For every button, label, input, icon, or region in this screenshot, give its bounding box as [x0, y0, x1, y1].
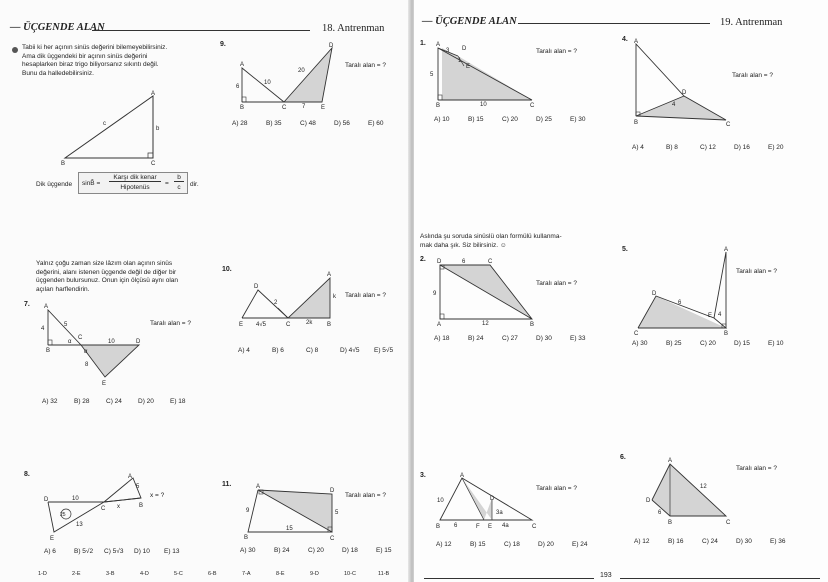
choice-c[interactable]: C) 24: [702, 538, 718, 545]
formula-prefix: Dik üçgende: [36, 181, 73, 188]
problem-6-question: Taralı alan = ?: [736, 465, 778, 472]
svg-text:C: C: [330, 536, 335, 542]
problem-2-number: 2.: [420, 256, 426, 263]
choice-e[interactable]: E) 13: [164, 548, 180, 555]
problem-8-choices: [44, 548, 194, 555]
choice-c[interactable]: C) 24: [106, 398, 122, 405]
choice-b[interactable]: B) 8: [666, 144, 678, 151]
problem-9-choices: [232, 120, 402, 127]
choice-a[interactable]: A) 12: [634, 538, 650, 545]
right-header-number: 19. Antrenman: [720, 17, 783, 28]
choice-a[interactable]: A) 30: [240, 547, 256, 554]
svg-text:E: E: [50, 536, 55, 542]
svg-text:C: C: [286, 322, 291, 328]
answer-item: 2-E: [72, 571, 81, 577]
answer-item: 5-C: [174, 571, 183, 577]
choice-d[interactable]: D) 15: [734, 340, 750, 347]
answer-item: 10-C: [344, 571, 356, 577]
choice-b[interactable]: B) 25: [666, 340, 682, 347]
problem-9-number: 9.: [220, 41, 226, 48]
right-page: [414, 0, 828, 582]
problem-4-choices: [632, 144, 802, 151]
footer-rule-right: [620, 578, 820, 579]
svg-text:10: 10: [437, 498, 444, 504]
sine-formula-box: [78, 172, 188, 194]
svg-text:A: A: [460, 473, 465, 479]
problem-2-choices: [434, 335, 604, 342]
left-header-number: 18. Antrenman: [322, 23, 385, 34]
problem-10-diagram: [234, 268, 342, 332]
svg-text:D: D: [329, 43, 334, 49]
choice-a[interactable]: A) 6: [44, 548, 56, 555]
footer-rule-left: [424, 578, 594, 579]
svg-text:C: C: [634, 331, 639, 336]
choice-a[interactable]: A) 10: [434, 116, 450, 123]
svg-text:A: A: [724, 247, 729, 253]
choice-e[interactable]: E) 18: [170, 398, 186, 405]
svg-text:A: A: [634, 39, 639, 45]
svg-text:5: 5: [430, 72, 434, 78]
problem-3-number: 3.: [420, 472, 426, 479]
choice-b[interactable]: B) 24: [274, 547, 290, 554]
choice-a[interactable]: A) 28: [232, 120, 248, 127]
problem-3-question: Taralı alan = ?: [536, 485, 578, 492]
problem-4-number: 4.: [622, 36, 628, 43]
choice-d[interactable]: D) 18: [342, 547, 358, 554]
svg-text:12: 12: [482, 321, 489, 327]
svg-text:b: b: [156, 126, 160, 132]
svg-text:10: 10: [72, 496, 79, 502]
choice-d[interactable]: D) 25: [536, 116, 552, 123]
problem-11-question: Taralı alan = ?: [345, 492, 387, 499]
problem-6-number: 6.: [620, 454, 626, 461]
svg-text:10: 10: [480, 102, 487, 108]
svg-text:B: B: [530, 322, 535, 327]
problem-6-diagram: [628, 454, 738, 530]
svg-text:6: 6: [462, 259, 466, 265]
choice-a[interactable]: A) 32: [42, 398, 58, 405]
formula-equals: =: [165, 180, 169, 187]
svg-text:α: α: [68, 339, 72, 345]
svg-text:D: D: [136, 339, 141, 345]
svg-text:25: 25: [60, 512, 66, 518]
problem-11-diagram: [236, 480, 346, 542]
problem-2-question: Taralı alan = ?: [536, 280, 578, 287]
svg-text:B: B: [240, 105, 245, 110]
choice-b[interactable]: B) 6: [272, 347, 284, 354]
formula-numerator: Karşı dik kenar: [109, 174, 161, 182]
svg-text:3: 3: [446, 48, 450, 54]
problem-10-choices: [238, 347, 408, 354]
svg-text:6: 6: [678, 300, 682, 306]
svg-text:6: 6: [658, 510, 662, 516]
choice-c[interactable]: C) 5√3: [104, 548, 124, 555]
answer-item: 1-D: [38, 571, 47, 577]
problem-5-question: Taralı alan = ?: [736, 268, 778, 275]
problem-8-number: 8.: [24, 471, 30, 478]
svg-text:5: 5: [136, 484, 140, 490]
svg-text:B: B: [436, 103, 441, 108]
svg-text:C: C: [282, 105, 287, 110]
svg-text:C: C: [532, 524, 537, 530]
problem-10-number: 10.: [222, 266, 232, 273]
svg-text:B: B: [327, 322, 332, 328]
formula-rnum: b: [174, 174, 184, 182]
choice-c[interactable]: C) 27: [502, 335, 518, 342]
problem-2-diagram: [432, 255, 542, 327]
choice-d[interactable]: D) 30: [736, 538, 752, 545]
choice-e[interactable]: E) 36: [770, 538, 786, 545]
choice-e[interactable]: E) 5√5: [374, 347, 394, 354]
answer-item: 4-D: [140, 571, 149, 577]
svg-text:C: C: [726, 520, 731, 526]
problem-9-diagram: [232, 40, 340, 110]
right-header-title: — ÜÇGENDE ALAN: [422, 16, 517, 27]
svg-text:1: 1: [458, 58, 462, 64]
svg-text:3a: 3a: [496, 510, 503, 516]
choice-b[interactable]: B) 5√2: [74, 548, 94, 555]
svg-text:B: B: [61, 161, 66, 167]
problem-5-diagram: [628, 244, 738, 336]
problem-1-choices: [434, 116, 604, 123]
problem-9-question: Taralı alan = ?: [345, 62, 387, 69]
svg-text:10: 10: [264, 80, 271, 86]
choice-a[interactable]: A) 30: [632, 340, 648, 347]
choice-a[interactable]: A) 18: [434, 335, 450, 342]
svg-text:E: E: [239, 322, 244, 328]
problem-7-number: 7.: [24, 301, 30, 308]
problem-1-question: Taralı alan = ?: [536, 48, 578, 55]
svg-text:15: 15: [286, 526, 293, 532]
answer-item: 7-A: [242, 571, 251, 577]
problem-3-diagram: [432, 470, 544, 532]
choice-c[interactable]: C) 20: [308, 547, 324, 554]
svg-text:B: B: [244, 535, 249, 541]
svg-text:D: D: [254, 284, 259, 290]
answer-item: 8-E: [276, 571, 285, 577]
note-text: Aslında şu soruda sinüslü olan formülü kullanma- mak daha şık. Siz bilirsiniz. ☺: [420, 233, 562, 249]
svg-text:α: α: [84, 349, 88, 355]
left-header-rule: [92, 30, 310, 31]
svg-text:k: k: [333, 294, 336, 300]
svg-text:2: 2: [274, 300, 278, 306]
svg-text:7: 7: [302, 104, 306, 110]
svg-text:x: x: [117, 504, 120, 510]
svg-text:A: A: [128, 474, 133, 480]
problem-5-choices: [632, 340, 802, 347]
intro2-text: Yalnız çoğu zaman size lâzım olan açının sinüs değerini, alanı istenen üçgende değil de diğer bir üçgenden bulursunuz. Onun için ölçüsü aynı olan açıları harflendirin.: [36, 260, 179, 293]
svg-text:D: D: [462, 46, 467, 52]
problem-4-diagram: [626, 36, 746, 128]
formula-suffix: dir.: [190, 181, 199, 188]
svg-text:c: c: [103, 121, 106, 127]
svg-text:A: A: [151, 91, 156, 97]
choice-d[interactable]: D) 16: [734, 144, 750, 151]
choice-e[interactable]: E) 24: [572, 541, 588, 548]
problem-11-number: 11.: [222, 481, 232, 488]
svg-text:9: 9: [433, 291, 437, 297]
problem-3-choices: [436, 541, 606, 548]
left-header-title: — ÜÇGENDE ALAN: [10, 22, 105, 33]
choice-b[interactable]: B) 28: [74, 398, 90, 405]
svg-text:10: 10: [108, 339, 115, 345]
choice-e[interactable]: E) 15: [376, 547, 392, 554]
choice-d[interactable]: D) 56: [334, 120, 350, 127]
problem-7-choices: [42, 398, 202, 405]
choice-c[interactable]: C) 12: [700, 144, 716, 151]
problem-7-question: Taralı alan = ?: [150, 320, 192, 327]
answer-key: [38, 571, 402, 577]
svg-text:E: E: [708, 313, 713, 319]
svg-text:B: B: [634, 120, 639, 126]
svg-text:C: C: [488, 259, 493, 265]
svg-text:D: D: [490, 496, 495, 502]
svg-text:E: E: [321, 105, 326, 110]
problem-8-question: x = ?: [150, 492, 165, 499]
svg-text:C: C: [530, 103, 535, 108]
svg-text:A: A: [436, 42, 441, 48]
svg-text:5: 5: [335, 510, 339, 516]
choice-e[interactable]: E) 20: [768, 144, 784, 151]
svg-text:A: A: [44, 304, 49, 310]
choice-d[interactable]: D) 20: [538, 541, 554, 548]
svg-text:20: 20: [298, 68, 305, 74]
svg-text:B: B: [668, 520, 673, 526]
formula-lhs: sinB̂ =: [82, 180, 101, 187]
svg-text:4: 4: [41, 326, 45, 332]
svg-text:9: 9: [246, 508, 250, 514]
answer-item: 6-B: [208, 571, 217, 577]
answer-item: 11-B: [378, 571, 390, 577]
svg-text:A: A: [240, 62, 245, 68]
choice-a[interactable]: A) 4: [632, 144, 644, 151]
svg-text:A: A: [256, 484, 261, 490]
right-header-rule: [518, 23, 710, 24]
svg-text:D: D: [646, 498, 651, 504]
choice-c[interactable]: C) 18: [504, 541, 520, 548]
svg-text:E: E: [466, 64, 471, 70]
svg-text:C: C: [101, 506, 106, 512]
problem-4-question: Taralı alan = ?: [732, 72, 774, 79]
choice-a[interactable]: A) 12: [436, 541, 452, 548]
svg-text:6: 6: [236, 84, 240, 90]
problem-1-number: 1.: [420, 40, 426, 47]
choice-c[interactable]: C) 8: [306, 347, 319, 354]
right-triangle-diagram: [55, 90, 170, 168]
svg-text:8: 8: [85, 362, 89, 368]
svg-text:C: C: [78, 335, 83, 341]
choice-b[interactable]: B) 35: [266, 120, 282, 127]
choice-e[interactable]: E) 10: [768, 340, 784, 347]
choice-b[interactable]: B) 16: [668, 538, 684, 545]
left-page: [0, 0, 412, 582]
choice-c[interactable]: C) 20: [502, 116, 518, 123]
svg-text:F: F: [476, 524, 480, 530]
problem-5-number: 5.: [622, 246, 628, 253]
svg-text:C: C: [726, 122, 731, 128]
choice-b[interactable]: B) 15: [468, 116, 484, 123]
svg-text:E: E: [488, 524, 493, 530]
svg-text:C: C: [151, 161, 156, 167]
choice-e[interactable]: E) 60: [368, 120, 384, 127]
svg-text:12: 12: [700, 484, 707, 490]
answer-item: 9-D: [310, 571, 319, 577]
page-number: 193: [600, 572, 612, 579]
svg-text:4: 4: [718, 312, 722, 318]
svg-text:6: 6: [454, 523, 458, 529]
svg-text:D: D: [437, 259, 442, 265]
choice-a[interactable]: A) 4: [238, 347, 250, 354]
choice-e[interactable]: E) 33: [570, 335, 586, 342]
svg-text:B: B: [139, 503, 144, 509]
problem-7-diagram: [38, 302, 148, 390]
svg-text:E: E: [102, 381, 107, 387]
svg-text:B: B: [436, 524, 441, 530]
svg-text:A: A: [327, 272, 332, 278]
intro-text: Tabii ki her açının sinüs değerini bilemeyebilirsiniz. Ama dik üçgendeki bir açının sinüs değerini hesaplarken biraz trigo biliyorsanız sıkıntı değil. Bunu da halledebilirsiniz.: [22, 44, 168, 77]
svg-text:A: A: [668, 458, 673, 464]
choice-e[interactable]: E) 30: [570, 116, 586, 123]
choice-d[interactable]: D) 4√5: [340, 347, 360, 354]
choice-d[interactable]: D) 30: [536, 335, 552, 342]
problem-10-question: Taralı alan = ?: [345, 292, 387, 299]
formula-rden: c: [177, 184, 181, 191]
choice-b[interactable]: B) 24: [468, 335, 484, 342]
choice-d[interactable]: D) 20: [138, 398, 154, 405]
svg-text:4√5: 4√5: [256, 322, 266, 328]
svg-text:D: D: [682, 90, 687, 96]
choice-d[interactable]: D) 10: [134, 548, 150, 555]
svg-text:4a: 4a: [502, 523, 509, 529]
svg-text:4: 4: [672, 102, 676, 108]
svg-text:A: A: [437, 322, 442, 327]
problem-11-choices: [240, 547, 410, 554]
choice-b[interactable]: B) 15: [470, 541, 486, 548]
svg-text:13: 13: [76, 522, 83, 528]
svg-text:B: B: [46, 348, 51, 354]
svg-text:D: D: [652, 291, 657, 297]
formula-denominator: Hipotenüs: [120, 184, 150, 191]
problem-8-diagram: [38, 470, 150, 542]
problem-6-choices: [634, 538, 804, 545]
info-bullet-icon: [12, 47, 18, 53]
svg-text:D: D: [44, 497, 49, 503]
svg-text:D: D: [330, 488, 335, 494]
choice-c[interactable]: C) 48: [300, 120, 316, 127]
svg-text:B: B: [724, 331, 729, 336]
svg-text:5: 5: [64, 322, 68, 328]
svg-text:2k: 2k: [306, 320, 313, 326]
choice-c[interactable]: C) 20: [700, 340, 716, 347]
problem-1-diagram: [428, 38, 538, 108]
answer-item: 3-B: [106, 571, 115, 577]
